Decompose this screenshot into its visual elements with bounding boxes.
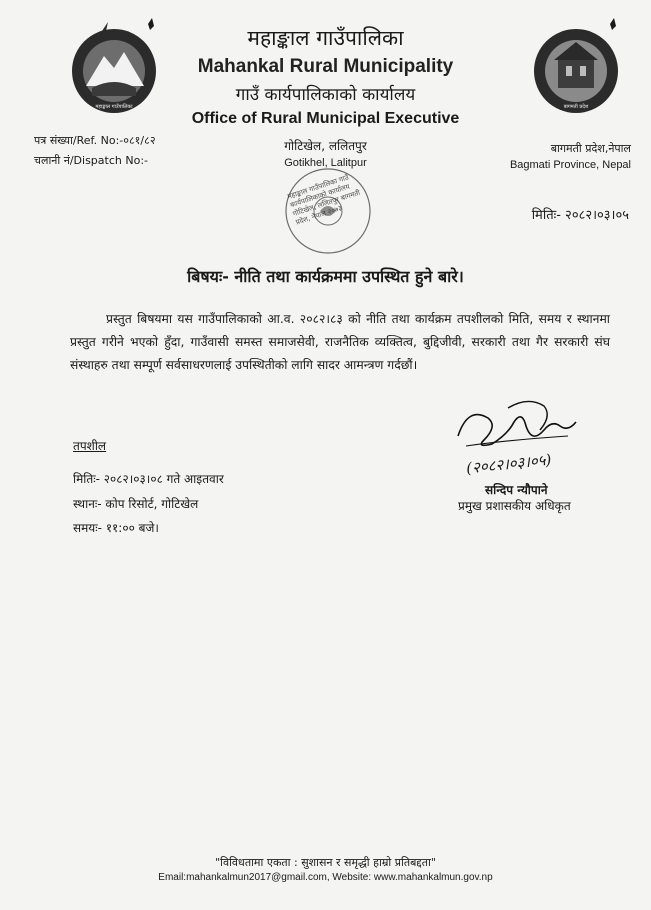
footer-contact: Email:mahankalmun2017@gmail.com, Website: www.mahankalmun.gov.np	[158, 872, 493, 883]
svg-text:बागमती प्रदेश: बागमती प्रदेश	[563, 104, 589, 110]
svg-text:महाङ्काल गाउँपालिका: महाङ्काल गाउँपालिका	[95, 104, 133, 110]
signature-date: (२०८२।०३।०५)	[465, 450, 553, 478]
footer-motto: "विविधतामा एकता : सुशासन र समृद्धी हाम्रो प्रतिबद्दता"	[215, 856, 436, 869]
reference-number: पत्र संख्या/Ref. No:-०८१/८२	[34, 134, 156, 147]
province-np: बागमती प्रदेश,नेपाल	[550, 142, 631, 155]
letter-body: प्रस्तुत बिषयमा यस गाउँपालिकाको आ.व. २०८२।८३ को नीति तथा कार्यक्रम तपशीलको मिति, समय र स्थानमा प्रस्तुत गरीने भएको हुँदा, गाउँवासी समस्त समाजसेवी, राजनैतिक व्यक्तित्व, बुद्दिजीवी, सरकारी तथा गैर सरकारी संघ संस्थाहरु तथा सम्पूर्ण सर्वसाधरणलाई उपस्थितीको लागि सादर आमन्त्रण गर्दछौं।	[70, 312, 610, 372]
stamp-text: महाङ्काल गाउँपालिका गाउँ कार्यपालिकाको कार्यालय गोटिखेल, ललितपुर बागमती प्रदेश, नेपाल २०७३	[286, 173, 362, 227]
dispatch-number: चलानी नं/Dispatch No:-	[34, 154, 148, 167]
office-name-np: गाउँ कार्यपालिकाको कार्यालय	[235, 85, 416, 105]
event-time: समयः- ११:०० बजे।	[73, 521, 159, 535]
letter-date: मितिः- २०८२।०३।०५	[531, 208, 629, 223]
event-date: मितिः- २०८२।०३।०८ गते आइतवार	[73, 472, 224, 486]
office-name-en: Office of Rural Municipal Executive	[191, 110, 460, 127]
municipality-name-en: Mahankal Rural Municipality	[197, 56, 454, 77]
address-en: Gotikhel, Lalitpur	[284, 157, 367, 169]
details-heading: तपशील	[73, 439, 107, 453]
event-place: स्थानः- कोप रिसोर्ट, गोटिखेल	[73, 497, 199, 511]
municipality-name-np: महाङ्काल गाउँपालिका	[247, 26, 404, 50]
signatory-name: सन्दिप न्यौपाने	[485, 483, 548, 497]
signatory-title: प्रमुख प्रशासकीय अधिकृत	[458, 499, 571, 513]
letter-subject: बिषयः- नीति तथा कार्यक्रममा उपस्थित हुने बारे।	[187, 267, 464, 286]
address-np: गोटिखेल, ललितपुर	[284, 139, 367, 153]
province-en: Bagmati Province, Nepal	[509, 159, 631, 171]
